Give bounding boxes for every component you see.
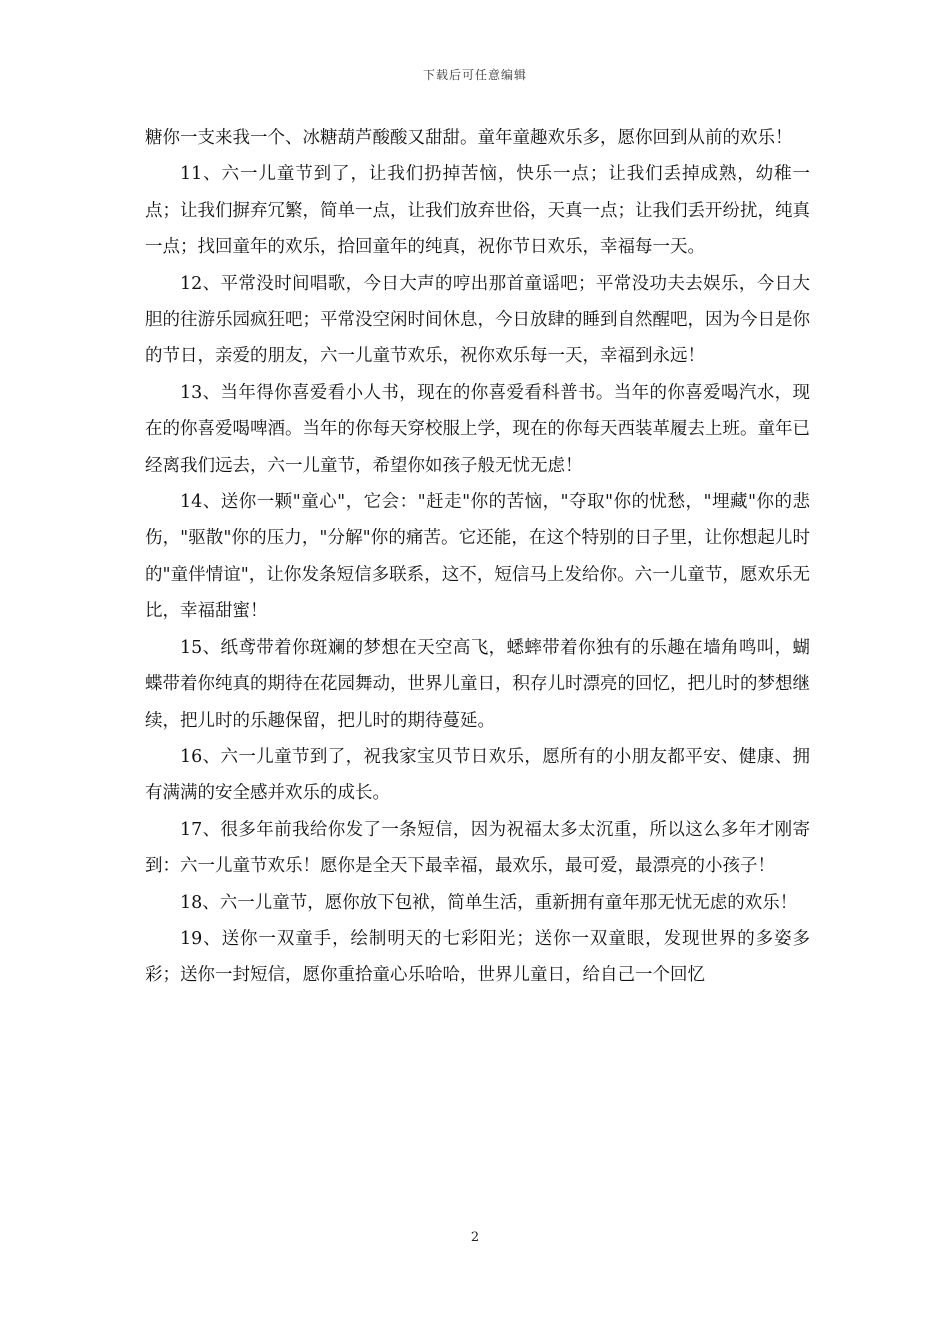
paragraph-19: 19、送你一双童手，绘制明天的七彩阳光；送你一双童眼，发现世界的多姿多彩；送你一封短信，愿你重拾童心乐哈哈，世界儿童日，给自己一个回忆 (145, 928, 810, 986)
document-body (145, 120, 810, 994)
paragraph-continued: 糖你一支来我一个、冰糖葫芦酸酸又甜甜。童年童趣欢乐多，愿你回到从前的欢乐！ (145, 128, 793, 148)
paragraph-17: 17、很多年前我给你发了一条短信，因为祝福太多太沉重，所以这么多年才刚寄到：六一儿童节欢乐！愿你是全天下最幸福，最欢乐，最可爱，最漂亮的小孩子！ (145, 819, 810, 877)
paragraph-15: 15、纸鸢带着你斑斓的梦想在天空高飞，蟋蟀带着你独有的乐趣在墙角鸣叫，蝴蝶带着你纯真的期待在花园舞动，世界儿童日，积存儿时漂亮的回忆，把儿时的梦想继续，把儿时的乐趣保留，把儿时的期待蔓延。 (145, 637, 810, 731)
paragraph-16: 16、六一儿童节到了，祝我家宝贝节日欢乐，愿所有的小朋友都平安、健康、拥有满满的安全感并欢乐的成长。 (145, 746, 810, 804)
paragraph-14: 14、送你一颗"童心"，它会："赶走"你的苦恼，"夺取"你的忧愁，"埋藏"你的悲伤，"驱散"你的压力，"分解"你的痛苦。它还能，在这个特别的日子里，让你想起儿时的"童伴情谊"，让你发条短信多联系，这不，短信马上发给你。六一儿童节，愿欢乐无比，幸福甜蜜！ (145, 492, 810, 622)
paragraph-18: 18、六一儿童节，愿你放下包袱，简单生活，重新拥有童年那无忧无虑的欢乐！ (180, 892, 798, 913)
paragraph-11: 11、六一儿童节到了，让我们扔掉苦恼，快乐一点；让我们丢掉成熟，幼稚一点；让我们摒弃冗繁，简单一点，让我们放弃世俗，天真一点；让我们丢开纷扰，纯真一点；找回童年的欢乐，拾回童年的纯真，祝你节日欢乐，幸福每一天。 (145, 164, 810, 258)
paragraph-13: 13、当年得你喜爱看小人书，现在的你喜爱看科普书。当年的你喜爱喝汽水，现在的你喜爱喝啤酒。当年的你每天穿校服上学，现在的你每天西装革履去上班。童年已经离我们远去，六一儿童节，希望你如孩子般无忧无虑！ (145, 382, 810, 476)
page-number: 2 (470, 1230, 480, 1245)
paragraph-12: 12、平常没时间唱歌，今日大声的哼出那首童谣吧；平常没功夫去娱乐，今日大胆的往游乐园疯狂吧；平常没空闲时间休息，今日放肆的睡到自然醒吧，因为今日是你的节日，亲爱的朋友，六一儿童节欢乐，祝你欢乐每一天，幸福到永远！ (145, 273, 810, 367)
page-header-note: 下载后可任意编辑 (422, 68, 527, 82)
